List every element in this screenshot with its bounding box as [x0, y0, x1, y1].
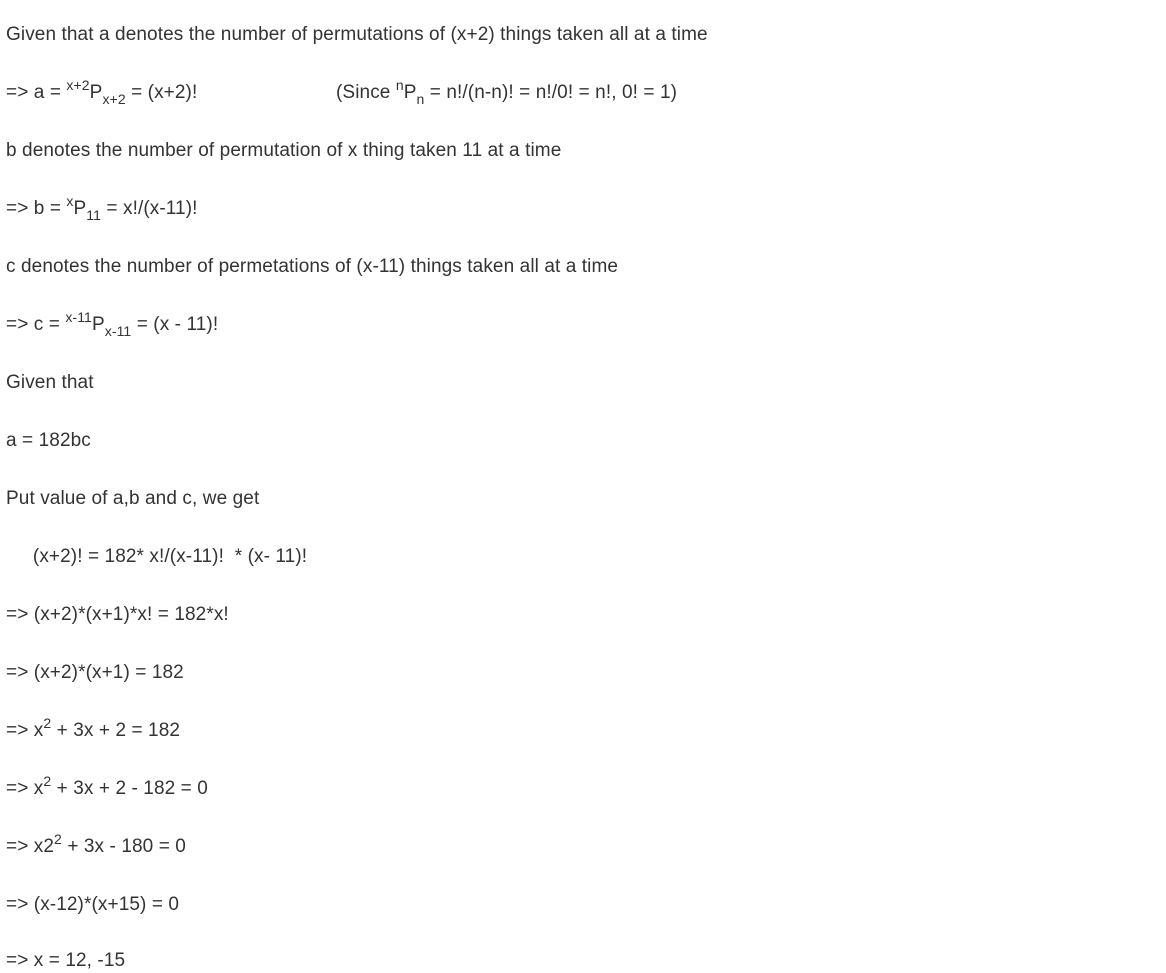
- since-suffix: = n!/(n-n)! = n!/0! = n!, 0! = 1): [424, 82, 678, 103]
- given-c-statement: c denotes the number of permetations of (x-11) things taken all at a time: [6, 256, 619, 277]
- substituted-equation: (x+2)! = 182* x!/(x-11)! * (x- 11)!: [6, 546, 308, 567]
- given-a-statement: Given that a denotes the number of permutations of (x+2) things taken all at a time: [6, 24, 708, 45]
- given-that: Given that: [6, 372, 94, 393]
- equation-a-sub: x+2: [102, 91, 126, 107]
- equation-b-prefix: => b =: [6, 198, 67, 219]
- step-quadratic: [6, 715, 181, 743]
- step-rearrange: [6, 773, 208, 801]
- equation-a-p: P: [89, 82, 103, 103]
- equation-c: [6, 309, 219, 339]
- equation-a-suffix: = (x+2)!: [125, 82, 198, 103]
- equation-b: [6, 193, 198, 223]
- equation-c-sup: x-11: [65, 309, 92, 325]
- since-sub: n: [416, 91, 425, 107]
- step-rearrange-suffix: + 3x + 2 - 182 = 0: [51, 778, 208, 799]
- relation-abc: a = 182bc: [6, 430, 91, 451]
- equation-a: [6, 77, 1156, 107]
- step-quadratic-prefix: => x: [6, 720, 44, 741]
- equation-c-p: P: [91, 314, 105, 335]
- given-b-statement: b denotes the number of permutation of x thing taken 11 at a time: [6, 140, 562, 161]
- step-quadratic-sup: 2: [43, 715, 52, 731]
- final-answer: => x = 12, -15: [6, 950, 126, 971]
- since-sup: n: [395, 77, 404, 93]
- step-quadratic-suffix: + 3x + 2 = 182: [51, 720, 181, 741]
- step-rearrange-prefix: => x: [6, 778, 44, 799]
- step-simplify: [6, 831, 186, 859]
- since-note: [336, 77, 678, 107]
- equation-c-prefix: => c =: [6, 314, 66, 335]
- step-simplify-sup: 2: [54, 831, 62, 847]
- equation-b-sub: 11: [86, 207, 102, 223]
- equation-a-sup: x+2: [66, 77, 90, 93]
- equation-c-sub: x-11: [104, 323, 132, 339]
- equation-b-p: P: [73, 198, 87, 219]
- step-factorize: => (x-12)*(x+15) = 0: [6, 894, 180, 915]
- substitution-note: Put value of a,b and c, we get: [6, 488, 260, 509]
- equation-b-suffix: = x!/(x-11)!: [101, 198, 198, 219]
- step-rearrange-sup: 2: [43, 773, 52, 789]
- equation-a-prefix: => a =: [6, 82, 67, 103]
- since-prefix: (Since: [336, 82, 396, 103]
- since-p: P: [403, 82, 417, 103]
- step-simplify-prefix: => x2: [6, 836, 55, 857]
- step-cancel-factorial: => (x+2)*(x+1) = 182: [6, 662, 184, 683]
- step-expand-factorial: => (x+2)*(x+1)*x! = 182*x!: [6, 604, 229, 625]
- equation-c-suffix: = (x - 11)!: [131, 314, 219, 335]
- equation-b-sup: x: [66, 193, 74, 209]
- step-simplify-suffix: + 3x - 180 = 0: [61, 836, 186, 857]
